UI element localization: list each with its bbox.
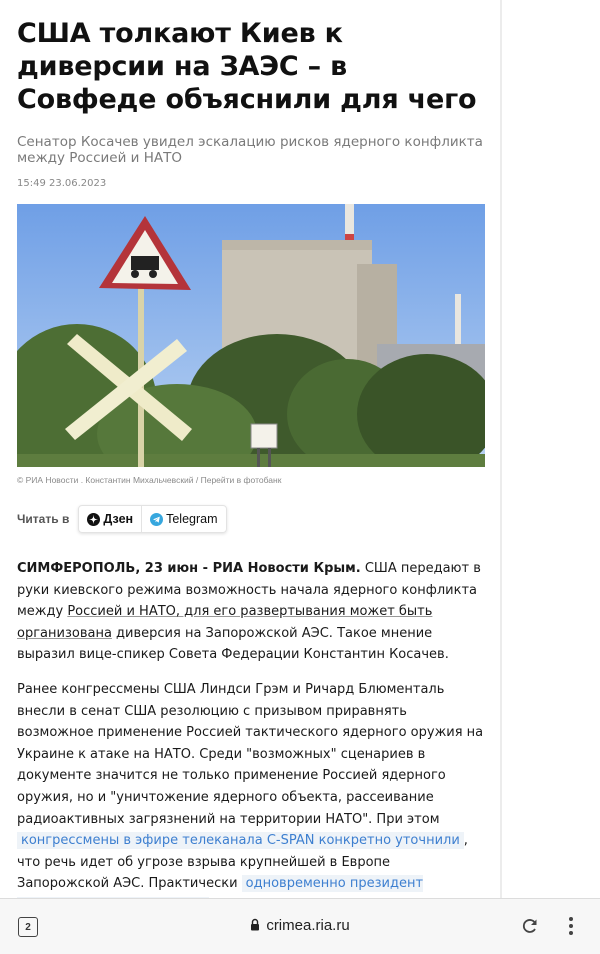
- lead-dateline: СИМФЕРОПОЛЬ, 23 июн - РИА Новости Крым.: [17, 561, 361, 576]
- article-date: 15:49 23.06.2023: [17, 178, 107, 189]
- link-zelensky[interactable]: одновременно президент: [17, 875, 423, 914]
- url-text: crimea.ria.ru: [266, 917, 350, 934]
- overflow-menu-icon[interactable]: [566, 916, 576, 941]
- photo-caption[interactable]: © РИА Новости . Константин Михальчевский / Перейти в фотобанк: [17, 475, 282, 485]
- dzen-label: Дзен: [103, 512, 134, 526]
- telegram-label: Telegram: [166, 512, 218, 526]
- url-bar[interactable]: [0, 917, 600, 935]
- read-in-buttons: [78, 505, 226, 533]
- right-rail-divider: [500, 0, 502, 900]
- article-subtitle: Сенатор Косачев увидел эскалацию рисков ядерного конфликта между Россией и НАТО: [17, 134, 483, 166]
- article-title: США толкают Киев к диверсии на ЗАЭС – в Совфеде объяснили для чего: [17, 18, 477, 115]
- dzen-icon: [87, 513, 100, 526]
- paragraph-1-text-c: диверсия на Запорожской АЭС. Такое мнение выразил вице-спикер Совета Федерации Константин Косачев.: [17, 625, 449, 663]
- paragraph-2: [17, 679, 485, 917]
- paragraph-2-text-b: , что речь идет об угрозе взрыва крупнейшей в Европе Запорожской АЭС. Практически: [17, 833, 468, 892]
- paragraph-2-text-a: Ранее конгрессмены США Линдси Грэм и Ричард Блюменталь внесли в сенат США резолюцию с призывом приравнять возможное применение Россией тактического ядерного оружия на Украине к атаке на НАТО. Среди "возможных" сценариев в документе значится не только применение Россией ядерного оружия, но и "уничтожение ядерного объекта, рассеивание радиоактивных загрязнений на территории НАТО". При этом: [17, 681, 484, 827]
- photo-illustration: [17, 204, 485, 467]
- tabs-button[interactable]: 2: [18, 917, 38, 937]
- lock-icon: [250, 918, 260, 935]
- reload-icon[interactable]: [520, 916, 540, 941]
- browser-bottom-bar: [0, 898, 600, 954]
- read-in-label: Читать в: [17, 512, 70, 526]
- paragraph-1-text-b: Россией и НАТО, для его развертывания может быть организована: [17, 604, 433, 641]
- article-body: [17, 558, 485, 917]
- telegram-icon: [150, 513, 163, 526]
- paragraph-1: [17, 558, 485, 666]
- article-photo[interactable]: [17, 204, 485, 467]
- read-in-row: [17, 505, 484, 533]
- telegram-button[interactable]: [141, 506, 225, 532]
- paragraph-1-text-a: США передают в руки киевского режима возможность начала ядерного конфликта между: [17, 561, 481, 620]
- dzen-button[interactable]: [79, 506, 141, 532]
- link-cspan[interactable]: конгрессмены в эфире телеканала C-SPAN конкретно уточнили: [17, 832, 464, 849]
